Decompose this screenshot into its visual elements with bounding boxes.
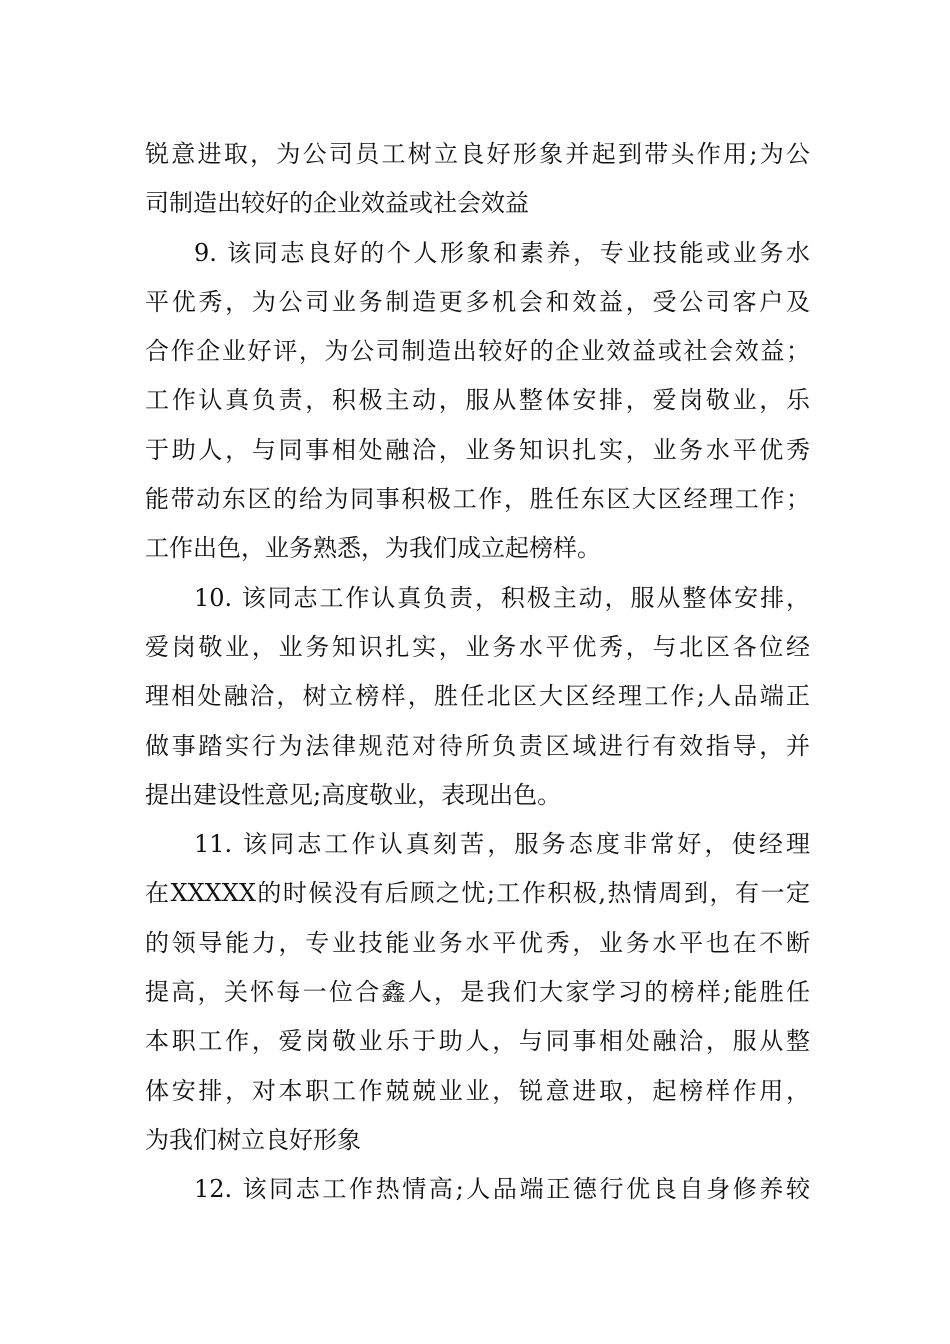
paragraph-12-first-line: 12. 该同志工作热情高;人品端正德行优良自身修养较 [194,1175,810,1204]
text-line: 本职工作，爱岗敬业乐于助人，与同事相处融洽，服从整 [145,1027,810,1056]
text-line: 爱岗敬业，业务知识扎实，业务水平优秀，与北区各位经 [145,632,810,661]
text-line: 理相处融洽，树立榜样，胜任北区大区经理工作;人品端正 [145,682,810,711]
paragraph-11-first-line: 11. 该同志工作认真刻苦，服务态度非常好，使经理 [194,830,810,859]
text-line: 在XXXXX的时候没有后顾之忧;工作积极,热情周到，有一定 [145,879,810,908]
text-line: 体安排，对本职工作兢兢业业，锐意进取，起榜样作用， [145,1076,810,1105]
text-line: 提出建设性意见;高度敬业，表现出色。 [145,780,562,809]
text-line: 做事踏实行为法律规范对待所负责区域进行有效指导，并 [145,731,810,760]
text-line: 为我们树立良好形象 [145,1125,361,1154]
text-line: 锐意进取，为公司员工树立良好形象并起到带头作用;为公 [145,140,810,168]
paragraph-10-first-line: 10. 该同志工作认真负责，积极主动，服从整体安排， [194,583,810,612]
text-line: 工作出色，业务熟悉，为我们成立起榜样。 [145,534,601,563]
text-line: 合作企业好评，为公司制造出较好的企业效益或社会效益； [145,337,810,366]
text-line: 司制造出较好的企业效益或社会效益 [145,189,529,218]
document-body [145,130,810,1215]
text-line: 平优秀，为公司业务制造更多机会和效益，受公司客户及 [145,287,810,316]
text-line: 能带动东区的给为同事积极工作，胜任东区大区经理工作； [145,485,810,514]
text-line: 工作认真负责，积极主动，服从整体安排，爱岗敬业，乐 [145,386,810,415]
text-line: 的领导能力，专业技能业务水平优秀，业务水平也在不断 [145,928,810,957]
text-line: 提高，关怀每一位合鑫人，是我们大家学习的榜样;能胜任 [145,978,810,1007]
text-line: 于助人，与同事相处融洽，业务知识扎实，业务水平优秀 [145,435,810,464]
paragraph-9-first-line: 9. 该同志良好的个人形象和素养，专业技能或业务水 [194,238,810,267]
